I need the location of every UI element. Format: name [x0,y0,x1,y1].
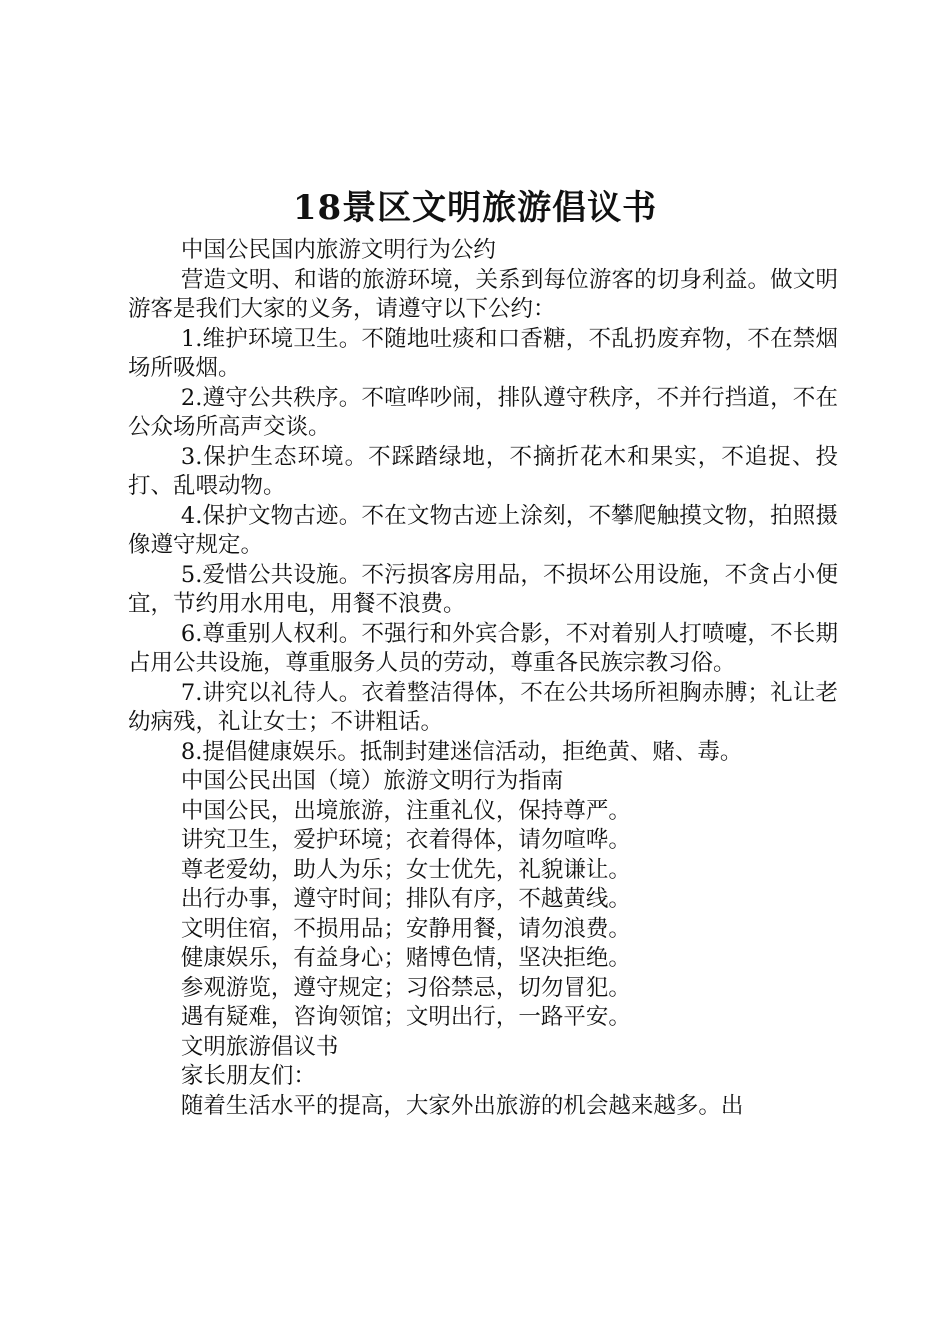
paragraph-guide-line-7: 参观游览，遵守规定；习俗禁忌，切勿冒犯。 [180,974,631,1001]
paragraph-rule-8: 8.提倡健康娱乐。抵制封建迷信活动，拒绝黄、赌、毒。 [180,738,743,765]
document-body [128,236,838,1121]
paragraph-guide-line-2: 讲究卫生，爱护环境；衣着得体，请勿喧哗。 [180,827,631,853]
paragraph-rule-3: 3.保护生态环境。不踩踏绿地，不摘折花木和果实，不追捉、投打、乱喂动物。 [128,443,838,499]
paragraph-rule-4: 4.保护文物古迹。不在文物古迹上涂刻，不攀爬触摸文物，拍照摄像遵守规定。 [128,502,838,558]
paragraph-guide-line-3: 尊老爱幼，助人为乐；女士优先，礼貌谦让。 [180,856,631,883]
paragraph-salutation: 家长朋友们： [180,1063,316,1089]
paragraph-domestic-convention-heading: 中国公民国内旅游文明行为公约 [180,237,496,263]
paragraph-rule-7: 7.讲究以礼待人。衣着整洁得体，不在公共场所袒胸赤膊；礼让老幼病残，礼让女士；不讲粗话。 [128,679,838,735]
document-title: 18景区文明旅游倡议书 [292,188,658,228]
paragraph-proposal-heading: 文明旅游倡议书 [180,1033,339,1060]
paragraph-rule-1: 1.维护环境卫生。不随地吐痰和口香糖，不乱扔废弃物，不在禁烟场所吸烟。 [128,325,838,381]
paragraph-rule-2: 2.遵守公共秩序。不喧哗吵闹，排队遵守秩序，不并行挡道，不在公众场所高声交谈。 [128,384,838,440]
paragraph-rule-6: 6.尊重别人权利。不强行和外宾合影，不对着别人打喷嚏，不长期占用公共设施，尊重服务人员的劳动，尊重各民族宗教习俗。 [128,620,838,676]
paragraph-guide-line-4: 出行办事，遵守时间；排队有序，不越黄线。 [180,886,631,912]
paragraph-guide-line-1: 中国公民，出境旅游，注重礼仪，保持尊严。 [180,797,631,824]
paragraph-rule-5: 5.爱惜公共设施。不污损客房用品，不损坏公用设施，不贪占小便宜，节约用水用电，用餐不浪费。 [128,561,838,617]
paragraph-intro: 营造文明、和谐的旅游环境，关系到每位游客的切身利益。做文明游客是我们大家的义务，请遵守以下公约： [128,266,838,322]
paragraph-proposal-body: 随着生活水平的提高，大家外出旅游的机会越来越多。出 [180,1092,744,1119]
paragraph-outbound-guide-heading: 中国公民出国（境）旅游文明行为指南 [180,768,564,794]
paragraph-guide-line-6: 健康娱乐，有益身心；赌博色情，坚决拒绝。 [180,945,631,971]
paragraph-guide-line-5: 文明住宿，不损用品；安静用餐，请勿浪费。 [180,915,631,942]
paragraph-guide-line-8: 遇有疑难，咨询领馆；文明出行，一路平安。 [180,1004,631,1030]
